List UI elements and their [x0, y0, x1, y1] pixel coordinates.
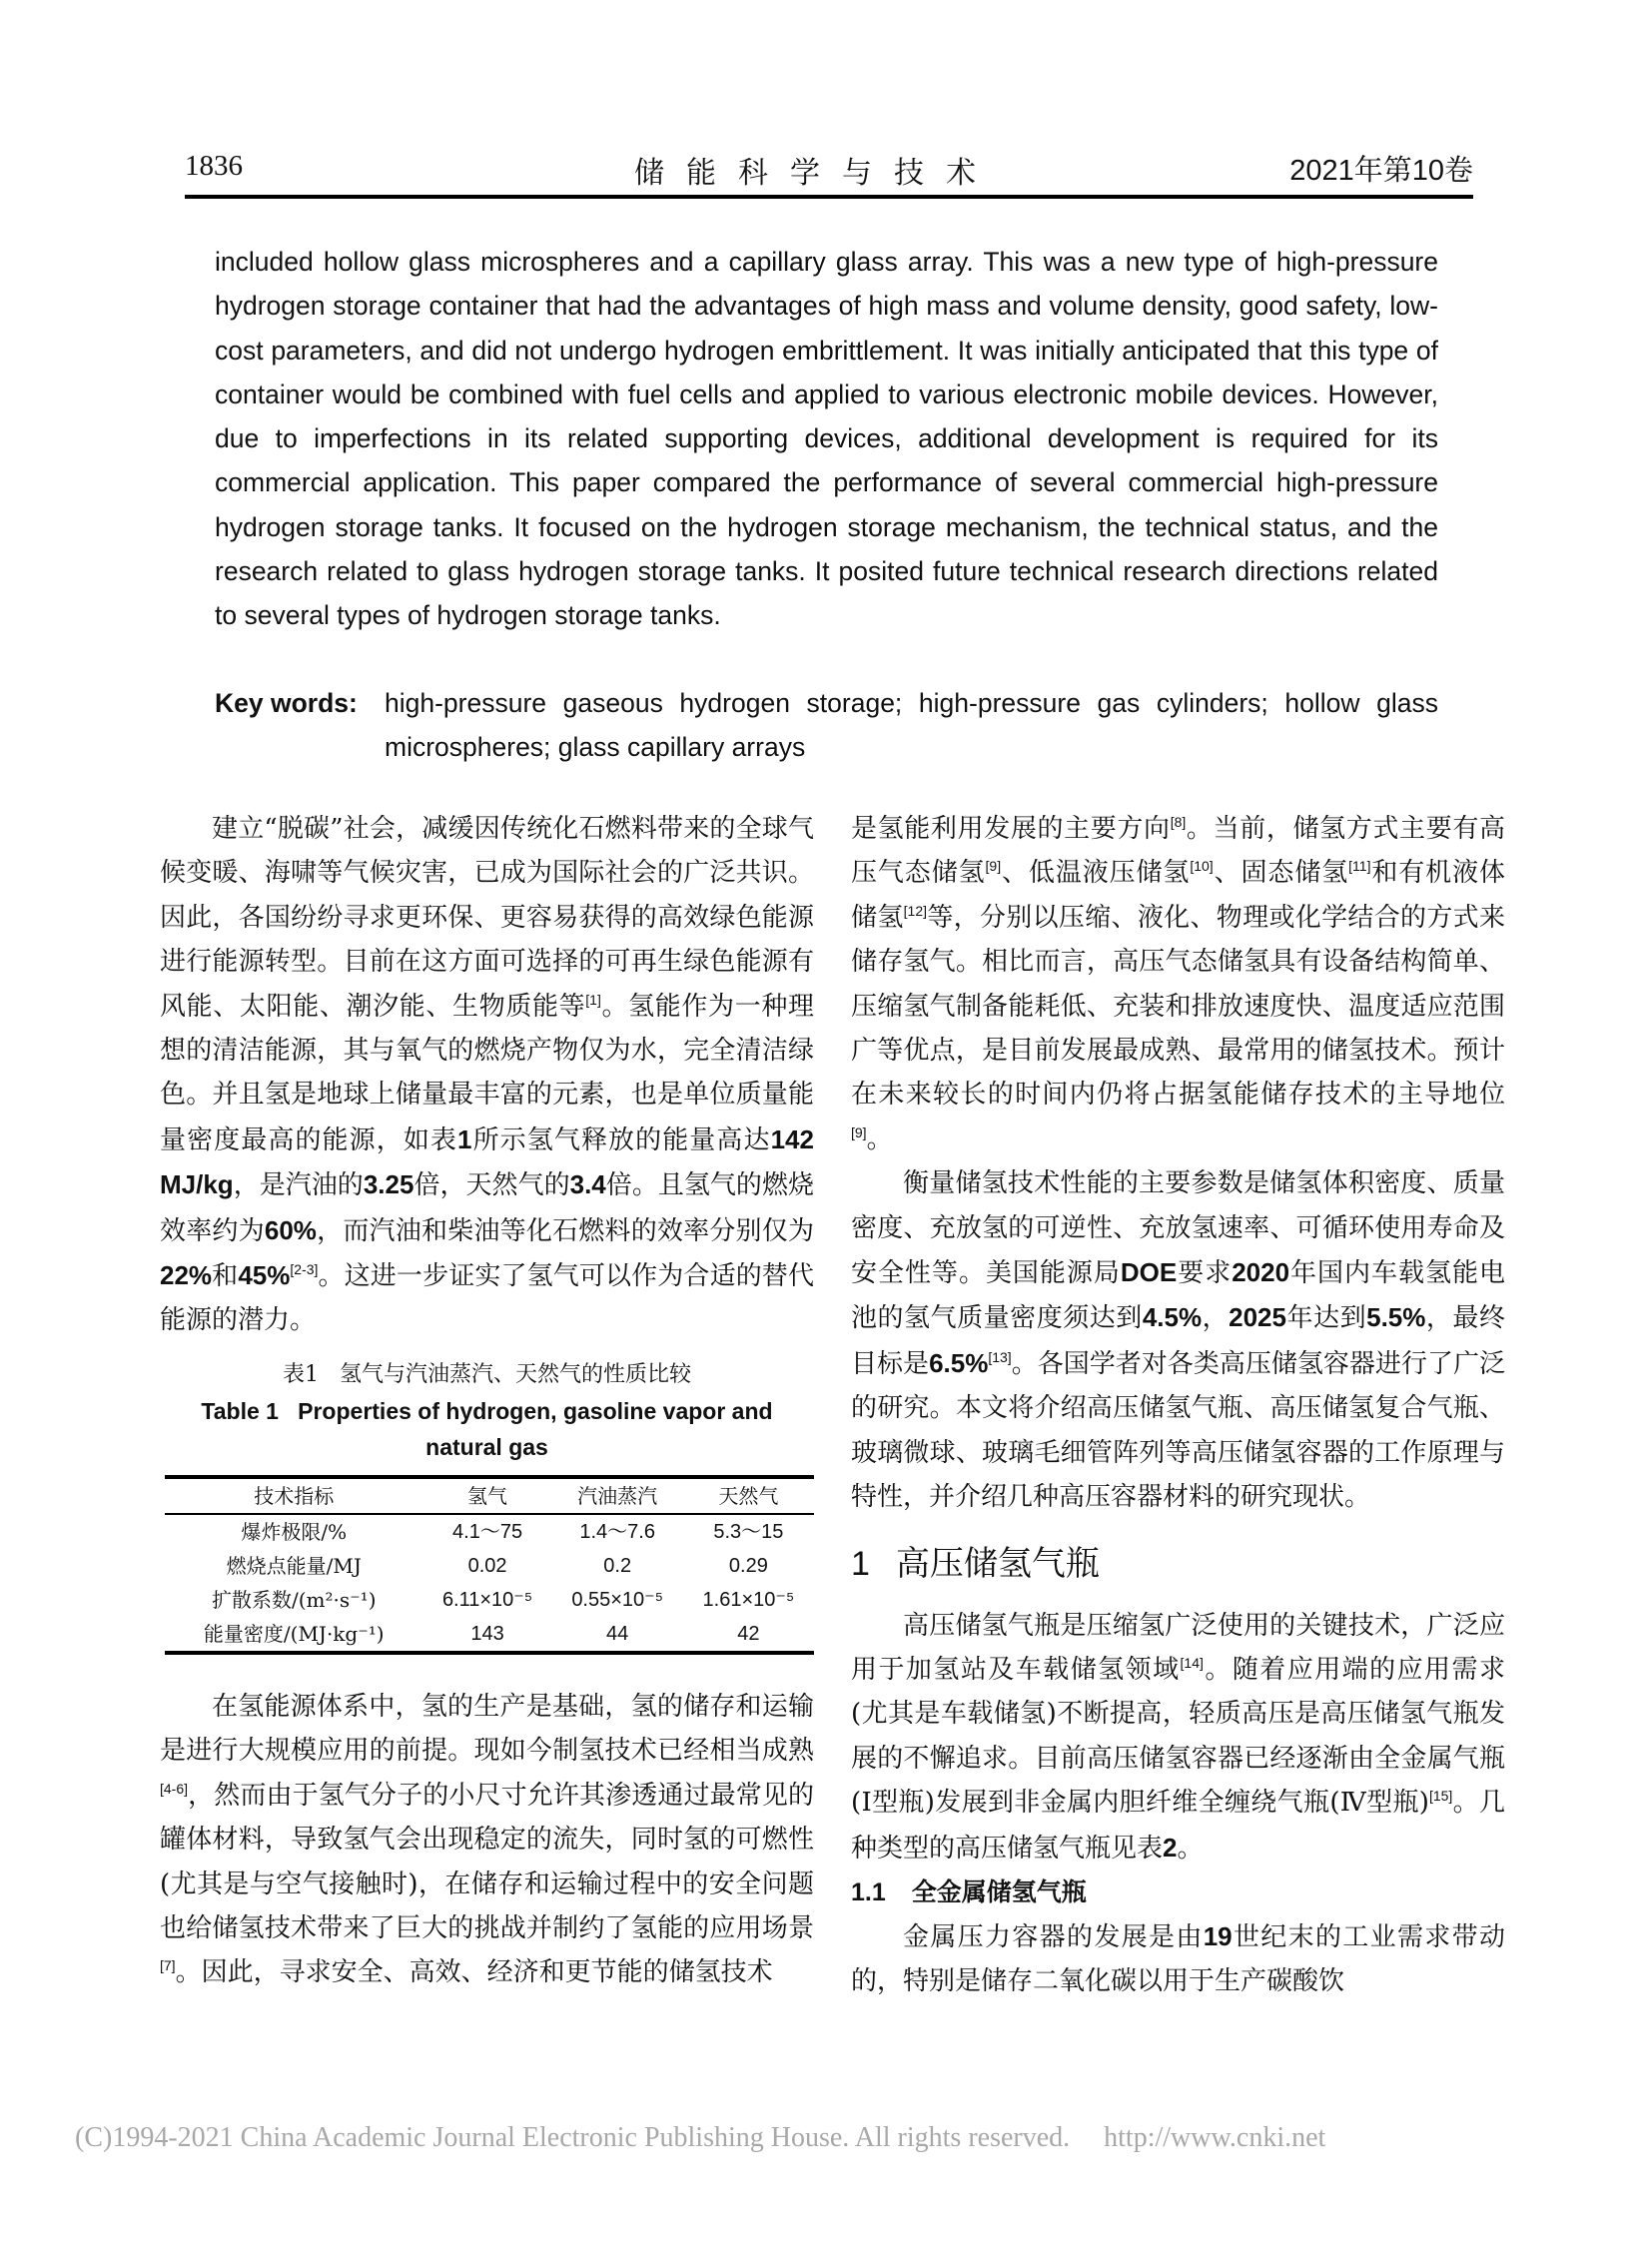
- citation[interactable]: [4-6]: [160, 1780, 189, 1797]
- table-row: [165, 1514, 814, 1549]
- page-number: 1836: [185, 150, 243, 182]
- citation[interactable]: [15]: [1428, 1788, 1453, 1805]
- column-header: 汽油蒸汽: [577, 1483, 658, 1508]
- left-column: [160, 807, 814, 1995]
- table-cell: 1.4～7.6: [579, 1520, 655, 1543]
- volume-label: 2021年第10卷: [1289, 155, 1473, 187]
- subsection-title: 全金属储氢气瓶: [911, 1877, 1087, 1906]
- table-cell: 6.11×10⁻⁵: [441, 1588, 533, 1611]
- row-label: 燃烧点能量/MJ: [226, 1553, 362, 1578]
- table-cell: 143: [470, 1622, 504, 1645]
- table-cell: 42: [737, 1622, 760, 1645]
- citation[interactable]: [13]: [988, 1348, 1012, 1365]
- subsection-heading: [851, 1870, 1505, 1914]
- section-number: 1: [851, 1544, 870, 1583]
- footer-url[interactable]: http://www.cnki.net: [1104, 2122, 1326, 2153]
- table-title-cn: 氢气与汽油蒸汽、天然气的性质比较: [339, 1361, 691, 1387]
- table-cell: 5.3～15: [713, 1520, 784, 1543]
- column-header: 氢气: [467, 1483, 508, 1508]
- table-row: [165, 1549, 814, 1583]
- citation[interactable]: [10]: [1190, 858, 1214, 875]
- citation[interactable]: [11]: [1348, 858, 1371, 875]
- table-title-en: Properties of hydrogen, gasoline vapor and natural gas: [298, 1397, 773, 1460]
- subsection-number: 1.1: [851, 1877, 886, 1906]
- paragraph: 高压储氢气瓶是压缩氢广泛使用的关键技术，广泛应用于加氢站及车载储氢领域[14]。随着应用端的应用需求(尤其是车载储氢)不断提高，轻质高压是高压储氢气瓶发展的不懈追求。目前高压储氢容器已经逐渐由全金属气瓶(Ⅰ型瓶)发展到非金属内胆纤维全缠绕气瓶(Ⅳ型瓶)[15]。几种类型的高压储氢气瓶见表2。: [851, 1610, 1505, 1864]
- table-cell: 1.61×10⁻⁵: [702, 1588, 795, 1611]
- paragraph: 在氢能源体系中，氢的生产是基础，氢的储存和运输是进行大规模应用的前提。现如今制氢技术已经相当成熟[4-6]，然而由于氢气分子的小尺寸允许其渗透通过最常见的罐体材料，导致氢气会出现稳定的流失，同时氢的可燃性(尤其是与空气接触时)，在储存和运输过程中的安全问题也给储氢技术带来了巨大的挑战并制约了氢能的应用场景[7]。因此，寻求安全、高效、经济和更节能的储氢技术: [160, 1691, 814, 1988]
- header-rule: [185, 195, 1473, 199]
- citation[interactable]: [12]: [903, 902, 927, 919]
- citation[interactable]: [14]: [1180, 1654, 1204, 1671]
- table-header-row: [165, 1477, 814, 1514]
- table-cell: 0.02: [467, 1554, 507, 1577]
- column-header: 天然气: [718, 1483, 779, 1508]
- english-abstract: included hollow glass microspheres and a capillary glass array. This was a new type of high-pressure hydrogen storage container that had the advantages of high mass and volume density, good safety, low-cost parameters, and did not undergo hydrogen embrittlement. It was initially anticipated that this type of container would be combined with fuel cells and applied to various electronic mobile devices. However, due to imperfections in its related supporting devices, additional development is required for its commercial application. This paper compared the performance of several commercial high-pressure hydrogen storage tanks. It focused on the hydrogen storage mechanism, the technical status, and the research related to glass hydrogen storage tanks. It posited future technical research directions related to several types of hydrogen storage tanks.: [215, 247, 1438, 631]
- table-row: [165, 1617, 814, 1653]
- section-heading: [851, 1534, 1505, 1594]
- citation[interactable]: [8]: [1170, 814, 1187, 830]
- paragraph: 建立“脱碳”社会，减缓因传统化石燃料带来的全球气候变暖、海啸等气候灾害，已成为国际社会的广泛共识。因此，各国纷纷寻求更环保、更容易获得的高效绿色能源进行能源转型。目前在这方面可选择的可再生绿色能源有风能、太阳能、潮汐能、生物质能等[1]。氢能作为一种理想的清洁能源，其与氧气的燃烧产物仅为水，完全清洁绿色。并且氢是地球上储量最丰富的元素，也是单位质量能量密度最高的能源，如表1所示氢气释放的能量高达142 MJ/kg，是汽油的3.25倍，天然气的3.4倍。且氢气的燃烧效率约为60%，而汽油和柴油等化石燃料的效率分别仅为22%和45%[2-3]。这进一步证实了氢气可以作为合适的替代能源的潜力。: [160, 814, 814, 1336]
- table-cell: 44: [606, 1622, 629, 1645]
- citation[interactable]: [9]: [851, 1123, 867, 1140]
- table-cell: 0.29: [728, 1554, 768, 1577]
- table-caption: [160, 1357, 814, 1465]
- paragraph: 衡量储氢技术性能的主要参数是储氢体积密度、质量密度、充放氢的可逆性、充放氢速率、可循环使用寿命及安全性等。美国能源局DOE要求2020年国内车载氢能电池的氢气质量密度须达到4.5%，2025年达到5.5%，最终目标是6.5%[13]。各国学者对各类高压储氢容器进行了广泛的研究。本文将介绍高压储氢气瓶、高压储氢复合气瓶、玻璃微球、玻璃毛细管阵列等高压储氢容器的工作原理与特性，并介绍几种高压容器材料的研究现状。: [851, 1168, 1505, 1513]
- citation[interactable]: [7]: [160, 1957, 176, 1974]
- table-label-cn: 表1: [283, 1361, 319, 1387]
- copyright-footer: [75, 2122, 1325, 2154]
- citation[interactable]: [1]: [585, 991, 601, 1008]
- paragraph: 金属压力容器的发展是由19世纪末的工业需求带动的，特别是储存二氧化碳以用于生产碳酸饮: [851, 1920, 1505, 1997]
- citation[interactable]: [2-3]: [290, 1261, 319, 1278]
- table-cell: 4.1～75: [452, 1520, 523, 1543]
- row-label: 能量密度/(MJ·kg⁻¹): [203, 1621, 385, 1646]
- keywords-text: high-pressure gaseous hydrogen storage; high-pressure gas cylinders; hollow glass microspheres; glass capillary arrays: [385, 688, 1438, 762]
- column-header: 技术指标: [254, 1483, 335, 1508]
- table-label-en: Table 1: [201, 1397, 279, 1424]
- table-row: [165, 1583, 814, 1617]
- citation[interactable]: [9]: [985, 858, 1002, 875]
- row-label: 爆炸极限/%: [241, 1519, 348, 1544]
- row-label: 扩散系数/(m²·s⁻¹): [211, 1587, 377, 1612]
- keywords-label: Key words:: [215, 688, 358, 718]
- copyright-text: (C)1994-2021 China Academic Journal Electronic Publishing House. All rights reserved.: [75, 2122, 1071, 2153]
- keywords: [215, 681, 1438, 769]
- right-column: [851, 807, 1505, 2004]
- table-cell: 0.2: [603, 1554, 632, 1577]
- running-header: [185, 150, 1473, 194]
- paragraph: 是氢能利用发展的主要方向[8]。当前，储氢方式主要有高压气态储氢[9]、低温液压储氢[10]、固态储氢[11]和有机液体储氢[12]等，分别以压缩、液化、物理或化学结合的方式来储存氢气。相比而言，高压气态储氢具有设备结构简单、压缩氢气制备能耗低、充装和排放速度快、温度适应范围广等优点，是目前发展最成熟、最常用的储氢技术。预计在未来较长的时间内仍将占据氢能储存技术的主导地位[9]。: [851, 814, 1505, 1154]
- section-title: 高压储氢气瓶: [895, 1543, 1100, 1584]
- properties-table: [165, 1475, 814, 1655]
- journal-title: 储能科学与技术: [634, 156, 998, 191]
- table-cell: 0.55×10⁻⁵: [571, 1588, 664, 1611]
